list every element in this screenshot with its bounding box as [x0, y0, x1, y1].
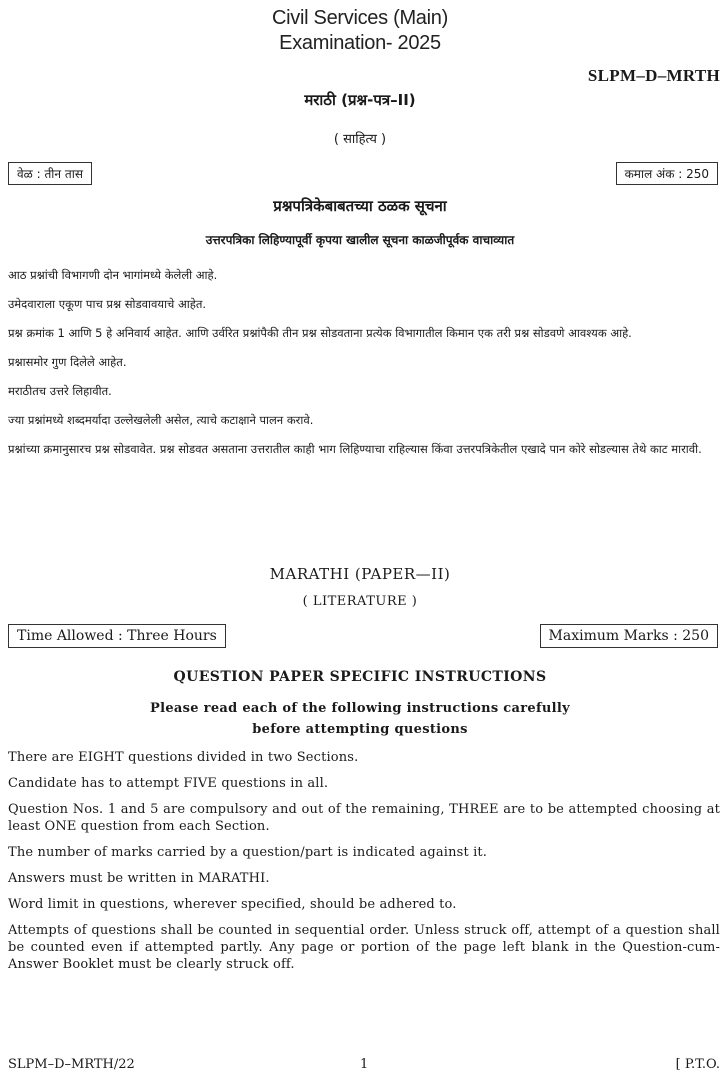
stamp-line-1: Civil Services (Main) [272, 7, 448, 29]
english-subheading-line-2: before attempting questions [252, 722, 468, 737]
marathi-marks-box: कमाल अंक : 250 [616, 162, 718, 185]
marathi-subtitle: ( साहित्य ) [333, 132, 387, 147]
exam-stamp [0, 6, 720, 56]
english-instructions-subheading [0, 698, 720, 740]
english-title: MARATHI (PAPER—II) [269, 565, 451, 583]
marathi-instructions-heading: प्रश्नपत्रिकेबाबतच्या ठळक सूचना [273, 197, 447, 215]
stamp-line-2: Examination- 2025 [279, 32, 441, 54]
marathi-instructions-list [8, 266, 720, 469]
paper-code: SLPM–D–MRTH [587, 66, 720, 85]
footer-page-number: 1 [360, 1057, 369, 1072]
english-time-box: Time Allowed : Three Hours [8, 624, 226, 648]
marathi-time-box: वेळ : तीन तास [8, 162, 92, 185]
english-instruction: Word limit in questions, wherever specified, should be adhered to. [8, 897, 457, 912]
english-marks-box: Maximum Marks : 250 [540, 624, 718, 648]
marathi-instruction: मराठीतच उत्तरे लिहावीत. [8, 384, 112, 398]
english-instruction: Attempts of questions shall be counted in sequential order. Unless struck off, attempt of a question shall be counted even if attempted partly. Any page or portion of the page left blank in the Question-cum-Answer Booklet must be clearly struck off. [8, 923, 720, 972]
marathi-instruction: उमेदवाराला एकूण पाच प्रश्न सोडवावयाचे आहेत. [8, 297, 207, 311]
english-instruction: There are EIGHT questions divided in two Sections. [8, 750, 359, 765]
english-instructions-heading: QUESTION PAPER SPECIFIC INSTRUCTIONS [173, 669, 547, 685]
marathi-title: मराठी (प्रश्न-पत्र–II) [304, 91, 416, 109]
marathi-instruction: प्रश्न क्रमांक 1 आणि 5 हे अनिवार्य आहेत. आणि उर्वरित प्रश्नांपैकी तीन प्रश्न सोडवताना प्रत्येक विभागातील किमान एक तरी प्रश्न सोडवणे आवश्यक आहे. [8, 326, 632, 340]
marathi-instruction: प्रश्नासमोर गुण दिलेले आहेत. [8, 355, 127, 369]
english-subheading-line-1: Please read each of the following instructions carefully [150, 701, 570, 716]
english-instruction: The number of marks carried by a question/part is indicated against it. [8, 845, 488, 860]
english-instructions-list [8, 749, 720, 982]
english-instruction: Candidate has to attempt FIVE questions in all. [8, 776, 329, 791]
footer-paper-code: SLPM–D–MRTH/22 [8, 1057, 135, 1072]
english-subtitle: ( LITERATURE ) [302, 594, 418, 609]
marathi-instruction: प्रश्नांच्या क्रमानुसारच प्रश्न सोडवावेत. प्रश्न सोडवत असताना उत्तरातील काही भाग लिहिण्याचा राहिल्यास किंवा उत्तरपत्रिकेतील एखादे पान कोरे सोडल्यास तेथे काट मारावी. [8, 442, 702, 456]
footer-pto: [ P.T.O. [675, 1057, 720, 1072]
marathi-instructions-subheading: उत्तरपत्रिका लिहिण्यापूर्वी कृपया खालील सूचना काळजीपूर्वक वाचाव्यात [205, 233, 515, 247]
marathi-instruction: आठ प्रश्नांची विभागणी दोन भागांमध्ये केलेली आहे. [8, 268, 218, 282]
marathi-instruction: ज्या प्रश्नांमध्ये शब्दमर्यादा उल्लेखलेली असेल, त्याचे कटाक्षाने पालन करावे. [8, 413, 314, 427]
english-instruction: Answers must be written in MARATHI. [8, 871, 270, 886]
english-instruction: Question Nos. 1 and 5 are compulsory and out of the remaining, THREE are to be attempted choosing at least ONE question from each Section. [8, 802, 720, 834]
